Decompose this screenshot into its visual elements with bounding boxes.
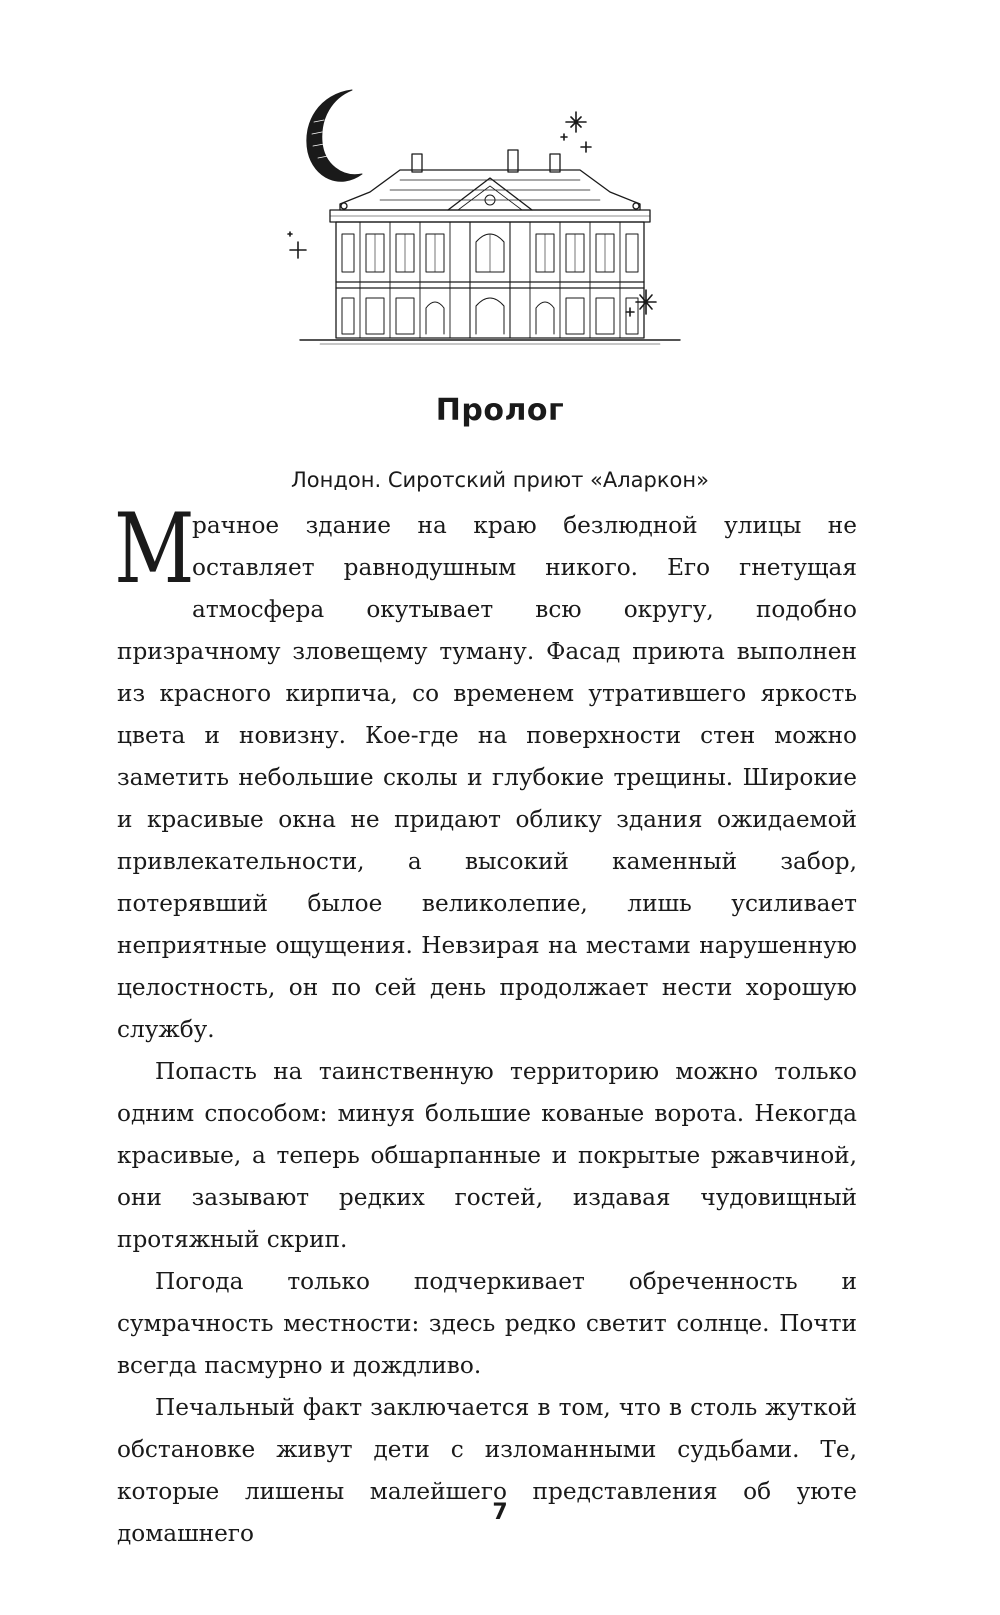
paragraph-text: рачное здание на краю безлюдной улицы не оставляет равнодушным никого. Его гнетущая атмосфера окутывает всю округу, подобно призрачному зловещему туману. Фасад приюта выполнен из красного кирпича, со временем утратившего яркость цвета и новизну. Кое-где на поверхности стен можно заметить небольшие сколы и глубокие трещины. Широкие и красивые окна не придают облику здания ожидаемой привлекательности, а высокий каменный забор, потерявший былое великолепие, лишь усиливает неприятные ощущения. Невзирая на местами нарушенную целостность, он по сей день продолжает нести хорошую службу. (117, 512, 857, 1043)
mansion-moon-stars-illustration (280, 82, 700, 362)
mansion-icon (300, 150, 680, 344)
chapter-subtitle-location: Лондон. Сиротский приют «Аларкон» (291, 468, 709, 492)
paragraph: Попасть на таинственную территорию можно только одним способом: минуя большие кованые ворота. Некогда красивые, а теперь обшарпанные и покрытые ржавчиной, они зазывают редких гостей, издавая чудовищный протяжный скрип. (117, 1058, 857, 1253)
paragraph (114, 493, 857, 1051)
dropcap-letter: М (114, 493, 195, 605)
body-text (114, 493, 857, 1555)
crescent-moon-icon (307, 90, 362, 181)
star-icon (288, 112, 656, 316)
paragraph: Печальный факт заключается в том, что в столь жуткой обстановке живут дети с изломанными судьбами. Те, которые лишены малейшего представления об уюте домашнего (117, 1394, 857, 1547)
paragraph: Погода только подчеркивает обреченность и сумрачность местности: здесь редко светит солнце. Почти всегда пасмурно и дождливо. (117, 1268, 857, 1379)
page-number: 7 (492, 1500, 508, 1525)
chapter-title: Пролог (435, 393, 565, 428)
